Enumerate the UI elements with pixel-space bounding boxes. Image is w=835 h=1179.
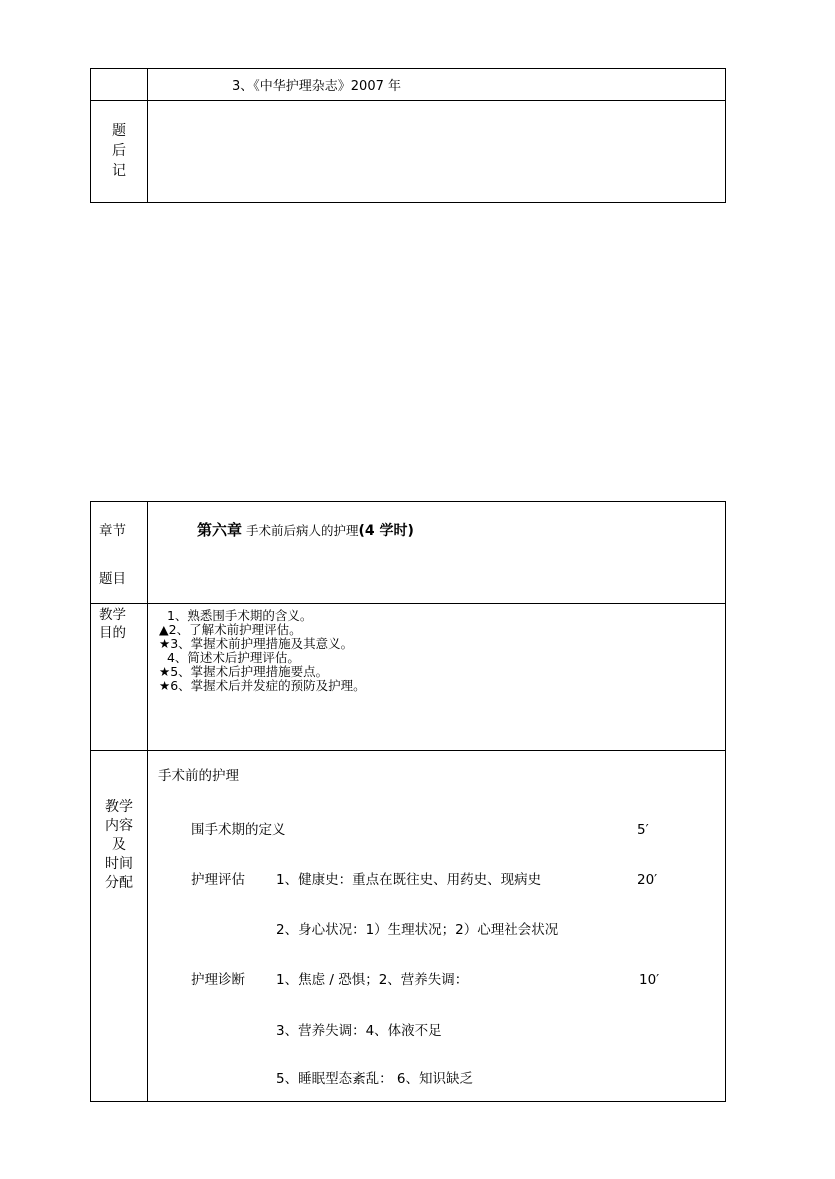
column-divider (147, 69, 148, 202)
content-item-label: 护理评估 (191, 872, 245, 888)
objective-item: ★5、掌握术后护理措施要点。 (159, 664, 329, 679)
objective-item: ★6、掌握术后并发症的预防及护理。 (159, 678, 366, 693)
objective-item: 1、熟悉围手术期的含义。 (159, 608, 313, 623)
title-label: 题目 (99, 571, 126, 587)
lesson-plan-table (90, 501, 726, 1102)
column-divider (147, 502, 148, 1101)
row-divider (91, 603, 725, 604)
objective-item: 4、简述术后护理评估。 (159, 650, 300, 665)
time-allocation: 10′ (639, 972, 660, 988)
content-heading: 手术前的护理 (158, 768, 239, 784)
reference-line: 3、《中华护理杂志》2007 年 (232, 79, 401, 94)
chapter-number: 第六章 (197, 521, 243, 539)
reference-table (90, 68, 726, 203)
objective-item: ★3、掌握术前护理措施及其意义。 (159, 636, 354, 651)
row-divider (91, 100, 725, 101)
postscript-label: 题 后 记 (112, 123, 126, 179)
content-label: 教学 内容 及 时间 分配 (105, 799, 133, 891)
content-item: 2、身心状况：1）生理状况；2）心理社会状况 (276, 922, 559, 938)
row-divider (91, 750, 725, 751)
time-allocation: 5′ (637, 822, 649, 838)
objective-item: ▲2、了解术前护理评估。 (159, 622, 302, 637)
objectives-label: 教学 目的 (99, 607, 126, 641)
content-item: 1、焦虑 / 恐惧；2、营养失调： (276, 972, 469, 988)
content-item: 5、睡眠型态紊乱： 6、知识缺乏 (276, 1071, 473, 1087)
content-item: 3、营养失调：4、体液不足 (276, 1023, 442, 1039)
chapter-hours: (4 学时) (358, 523, 414, 539)
chapter-label: 章节 (99, 523, 126, 539)
content-item: 1、健康史：重点在既往史、用药史、现病史 (276, 872, 542, 888)
content-item-label: 护理诊断 (191, 972, 245, 988)
chapter-name: 手术前后病人的护理 (242, 523, 359, 538)
time-allocation: 20′ (637, 872, 658, 888)
chapter-title (197, 522, 414, 540)
content-item: 围手术期的定义 (191, 822, 286, 838)
